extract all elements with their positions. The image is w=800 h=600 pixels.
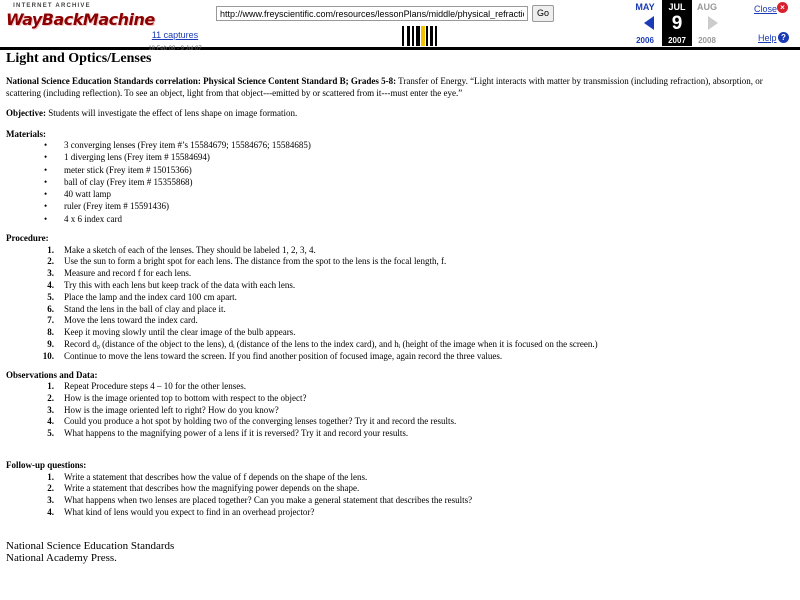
list-item <box>6 472 794 484</box>
list-item: • 4 x 6 index card <box>6 214 794 226</box>
list-item <box>6 339 794 351</box>
procedure-list <box>6 245 794 363</box>
list-item: • ball of clay (Frey item # 15355868) <box>6 177 794 189</box>
close-link[interactable]: Close <box>754 4 778 14</box>
item-text: Write a statement that describes how the magnifying power depends on the shape. <box>64 483 360 494</box>
date-navigator <box>630 0 740 46</box>
item-text: Measure and record f for each lens. <box>64 268 192 279</box>
item-number: 2. <box>47 256 54 267</box>
item-number: 1. <box>47 381 54 392</box>
standards-paragraph <box>6 76 794 99</box>
current-year: 2007 <box>668 36 686 45</box>
item-text: What happens to the magnifying power of a lens if it is reversed? Try it and record your results. <box>64 428 409 439</box>
list-item: • 3 converging lenses (Frey item #’s 15584679; 15584676; 15584685) <box>6 140 794 152</box>
item-text: What happens when two lenses are placed together? Can you make a general statement that describes the results? <box>64 495 473 506</box>
followup-heading: Follow-up questions: <box>6 460 87 471</box>
logo-top-text: INTERNET ARCHIVE <box>13 3 91 9</box>
item-number: 2. <box>47 483 54 494</box>
item-number: 7. <box>47 315 54 326</box>
captures-range: 18 Feb 08 - 9 Jul 07 <box>148 46 202 52</box>
list-item <box>6 268 794 280</box>
footer-line: National Academy Press. <box>6 551 117 564</box>
captures-block <box>135 25 215 52</box>
item-text: Try this with each lens but keep track of the data with each lens. <box>64 279 296 290</box>
item-number: 8. <box>47 327 54 338</box>
prev-month[interactable]: MAY <box>635 2 655 12</box>
item-number: 6. <box>47 303 54 314</box>
objective-label: Objective: <box>6 108 46 118</box>
help-link[interactable]: Help <box>758 33 777 43</box>
item-text: Place the lamp and the index card 100 cm apart. <box>64 291 237 302</box>
item-text: Could you produce a hot spot by holding two of the converging lenses together? Try it and record the results. <box>64 416 457 427</box>
list-item <box>6 304 794 316</box>
list-item <box>6 315 794 327</box>
list-item <box>6 393 794 405</box>
footer-line: National Science Education Standards <box>6 539 175 552</box>
followup-list <box>6 472 794 519</box>
standards-label: National Science Education Standards correlation: Physical Science Content Standard B; Grades 5-8: <box>6 76 397 86</box>
list-item <box>6 292 794 304</box>
wayback-logo[interactable] <box>6 3 155 41</box>
list-item <box>6 256 794 268</box>
next-year: 2008 <box>698 36 716 45</box>
item-number: 5. <box>47 428 54 439</box>
document-body <box>6 51 794 564</box>
item-number: 3. <box>47 495 54 506</box>
wayback-toolbar <box>0 0 800 52</box>
item-number: 1. <box>47 244 54 255</box>
footer-citation <box>6 540 794 564</box>
close-icon[interactable]: × <box>777 2 788 13</box>
prev-year[interactable]: 2006 <box>636 36 654 45</box>
item-text: Make a sketch of each of the lenses. They should be labeled 1, 2, 3, 4. <box>64 244 316 255</box>
item-number: 2. <box>47 392 54 403</box>
observations-heading: Observations and Data: <box>6 369 98 380</box>
objective-paragraph <box>6 108 794 120</box>
item-text: Write a statement that describes how the value of f depends on the shape of the lens. <box>64 471 368 482</box>
item-number: 9. <box>47 338 54 349</box>
item-number: 3. <box>47 268 54 279</box>
item-text: Continue to move the lens toward the screen. If you find another position of focused image, again record the three values. <box>64 350 503 361</box>
list-item <box>6 245 794 257</box>
list-item <box>6 507 794 519</box>
item-text: Stand the lens in the ball of clay and place it. <box>64 303 226 314</box>
list-item <box>6 416 794 428</box>
item-number: 4. <box>47 416 54 427</box>
list-item <box>6 405 794 417</box>
current-month: JUL <box>668 2 686 12</box>
item-text: Keep it moving slowly until the clear image of the bulb appears. <box>64 327 296 338</box>
next-arrow-icon <box>708 16 718 30</box>
url-input[interactable] <box>216 6 528 21</box>
item-text: Repeat Procedure steps 4 – 10 for the other lenses. <box>64 381 246 392</box>
item-number: 3. <box>47 404 54 415</box>
item-number: 5. <box>47 291 54 302</box>
logo-main-text: WayBackMachine <box>6 10 155 29</box>
list-item <box>6 280 794 292</box>
materials-heading: Materials: <box>6 128 46 139</box>
prev-arrow-icon[interactable] <box>644 16 654 30</box>
item-text: How is the image oriented left to right? How do you know? <box>64 404 279 415</box>
list-item <box>6 495 794 507</box>
procedure-heading: Procedure: <box>6 233 49 244</box>
item-number: 1. <box>47 471 54 482</box>
page-title: Light and Optics/Lenses <box>6 51 152 66</box>
item-text: Use the sun to form a bright spot for each lens. The distance from the spot to the lens is the focal length, f. <box>64 256 447 267</box>
standards-text: Transfer of Energy. “Light interacts with matter by transmission (including refraction), absorption, or scattering (including reflection). To see an object, light from that object---emitted by or scattered from it---must enter the eye.” <box>6 76 763 98</box>
item-number: 4. <box>47 279 54 290</box>
item-text: How is the image oriented top to bottom with respect to the object? <box>64 392 307 403</box>
item-text: What kind of lens would you expect to find in an overhead projector? <box>64 506 315 517</box>
materials-list <box>6 140 794 226</box>
list-item: • 40 watt lamp <box>6 189 794 201</box>
next-month: AUG <box>697 2 717 12</box>
observations-list <box>6 381 794 440</box>
list-item <box>6 381 794 393</box>
item-text: Move the lens toward the index card. <box>64 315 198 326</box>
objective-text: Students will investigate the effect of lens shape on image formation. <box>45 108 298 118</box>
go-button[interactable]: Go <box>532 5 554 22</box>
list-item: • ruler (Frey item # 15591436) <box>6 201 794 213</box>
list-item <box>6 351 794 363</box>
item-number: 4. <box>47 506 54 517</box>
current-day: 9 <box>671 13 683 34</box>
help-icon[interactable]: ? <box>778 32 789 43</box>
capture-sparkline[interactable] <box>402 26 438 46</box>
list-item: • meter stick (Frey item # 15015366) <box>6 165 794 177</box>
list-item <box>6 428 794 440</box>
list-item: • 1 diverging lens (Frey item # 15584694) <box>6 152 794 164</box>
list-item <box>6 327 794 339</box>
item-text: Record d₀ (distance of the object to the lens), dᵢ (distance of the lens to the index card), and hᵢ (height of the image when it is focused on the screen.) <box>64 338 598 349</box>
list-item <box>6 483 794 495</box>
item-number: 10. <box>42 350 54 361</box>
captures-link[interactable]: 11 captures <box>151 30 199 40</box>
